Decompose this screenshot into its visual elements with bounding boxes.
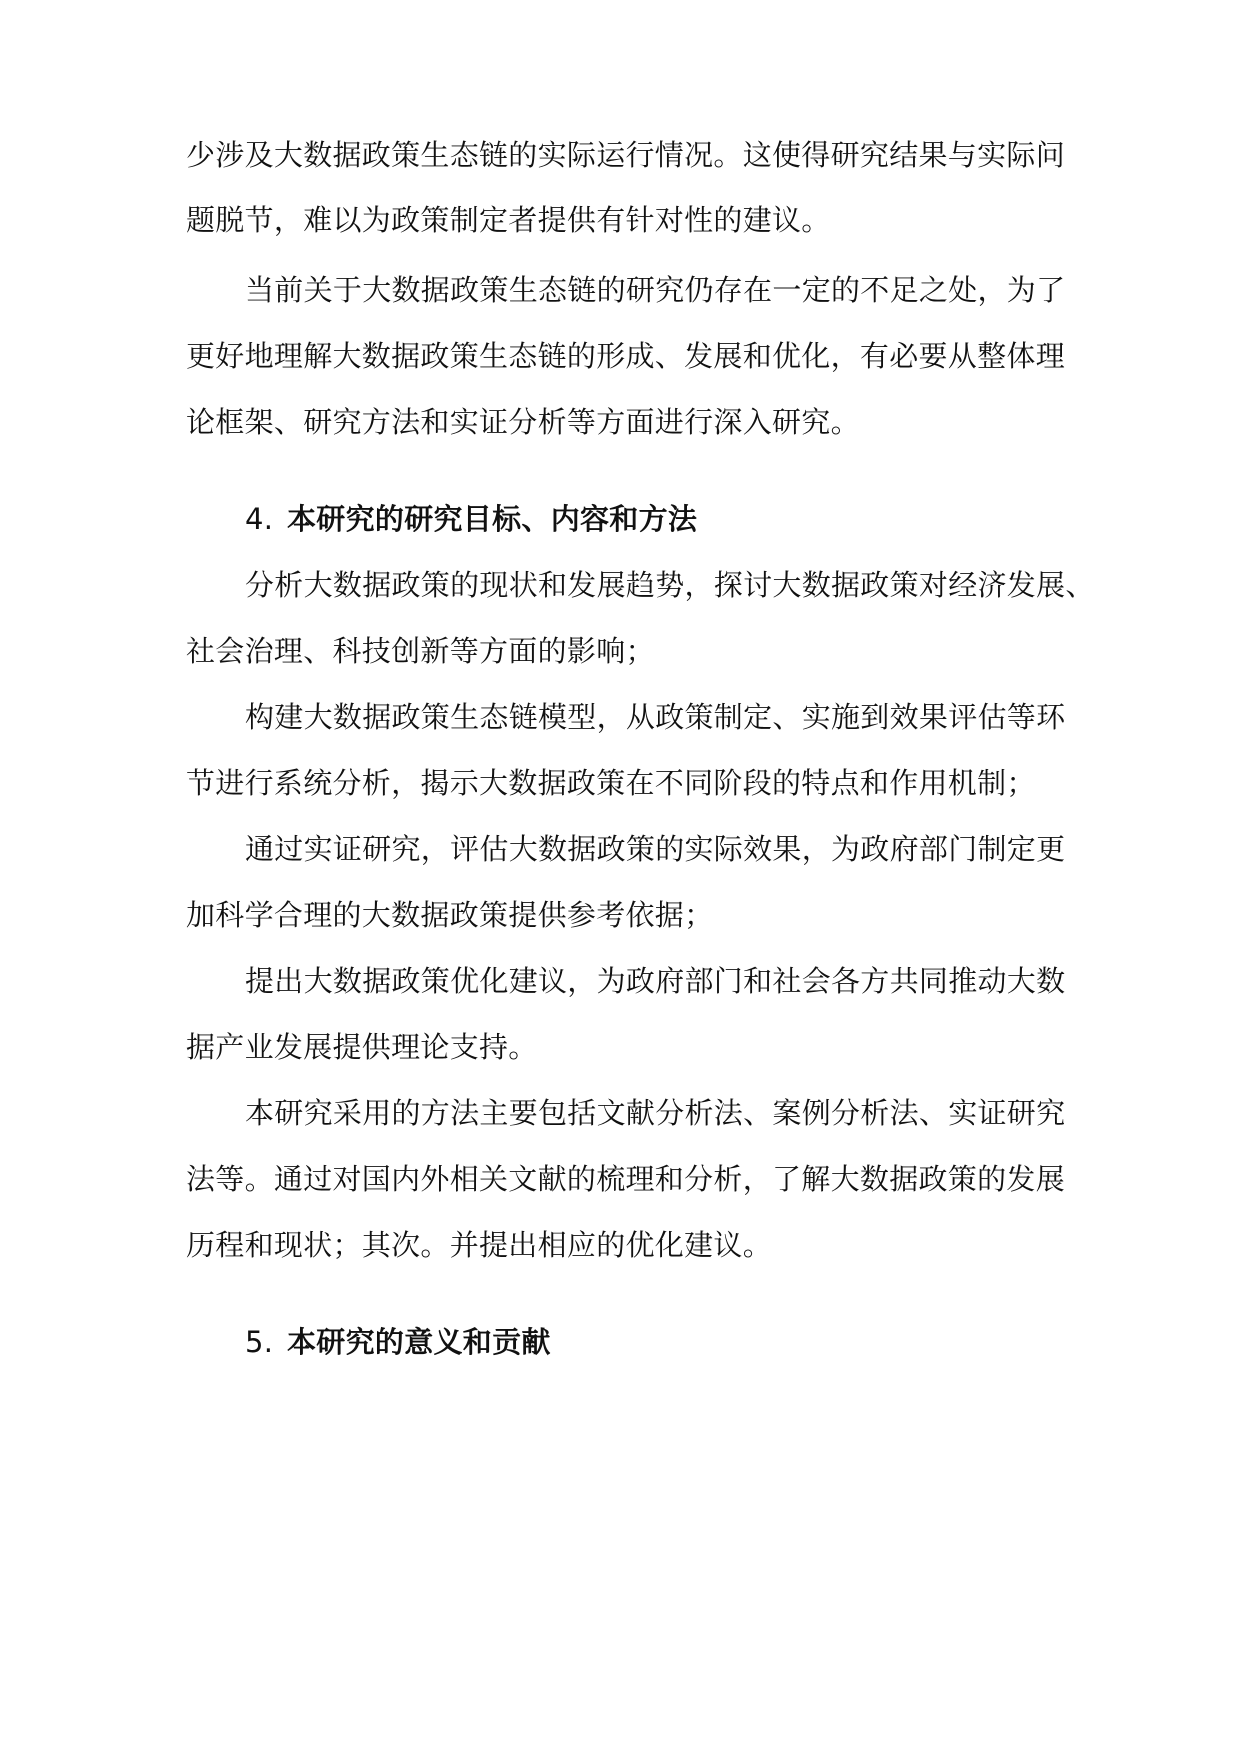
paragraph-line: 更好地理解大数据政策生态链的形成、发展和优化，有必要从整体理 — [186, 339, 1066, 373]
paragraph-line: 据产业发展提供理论支持。 — [186, 1030, 538, 1064]
section-number: 4. — [245, 502, 274, 536]
paragraph-line: 构建大数据政策生态链模型，从政策制定、实施到效果评估等环 — [245, 700, 1066, 734]
paragraph-line: 题脱节，难以为政策制定者提供有针对性的建议。 — [186, 203, 831, 237]
paragraph-line: 节进行系统分析，揭示大数据政策在不同阶段的特点和作用机制； — [186, 766, 1036, 800]
paragraph-line: 通过实证研究，评估大数据政策的实际效果，为政府部门制定更 — [245, 832, 1066, 866]
paragraph-line: 提出大数据政策优化建议，为政府部门和社会各方共同推动大数 — [245, 964, 1066, 998]
paragraph-line: 当前关于大数据政策生态链的研究仍存在一定的不足之处，为了 — [245, 273, 1066, 307]
section-heading-5 — [245, 1322, 551, 1362]
section-title: 本研究的意义和贡献 — [287, 1325, 551, 1359]
section-title: 本研究的研究目标、内容和方法 — [287, 502, 698, 536]
section-number: 5. — [245, 1325, 274, 1359]
paragraph-line: 历程和现状；其次。并提出相应的优化建议。 — [186, 1228, 773, 1262]
paragraph-line: 社会治理、科技创新等方面的影响； — [186, 634, 655, 668]
paragraph-line: 本研究采用的方法主要包括文献分析法、案例分析法、实证研究 — [245, 1096, 1066, 1130]
paragraph-line: 加科学合理的大数据政策提供参考依据； — [186, 898, 714, 932]
section-heading-4 — [245, 499, 697, 539]
paragraph-line: 少涉及大数据政策生态链的实际运行情况。这使得研究结果与实际问 — [186, 138, 1066, 172]
paragraph-line: 论框架、研究方法和实证分析等方面进行深入研究。 — [186, 405, 860, 439]
paragraph-line: 法等。通过对国内外相关文献的梳理和分析，了解大数据政策的发展 — [186, 1162, 1066, 1196]
paragraph-line: 分析大数据政策的现状和发展趋势，探讨大数据政策对经济发展、 — [245, 568, 1095, 602]
